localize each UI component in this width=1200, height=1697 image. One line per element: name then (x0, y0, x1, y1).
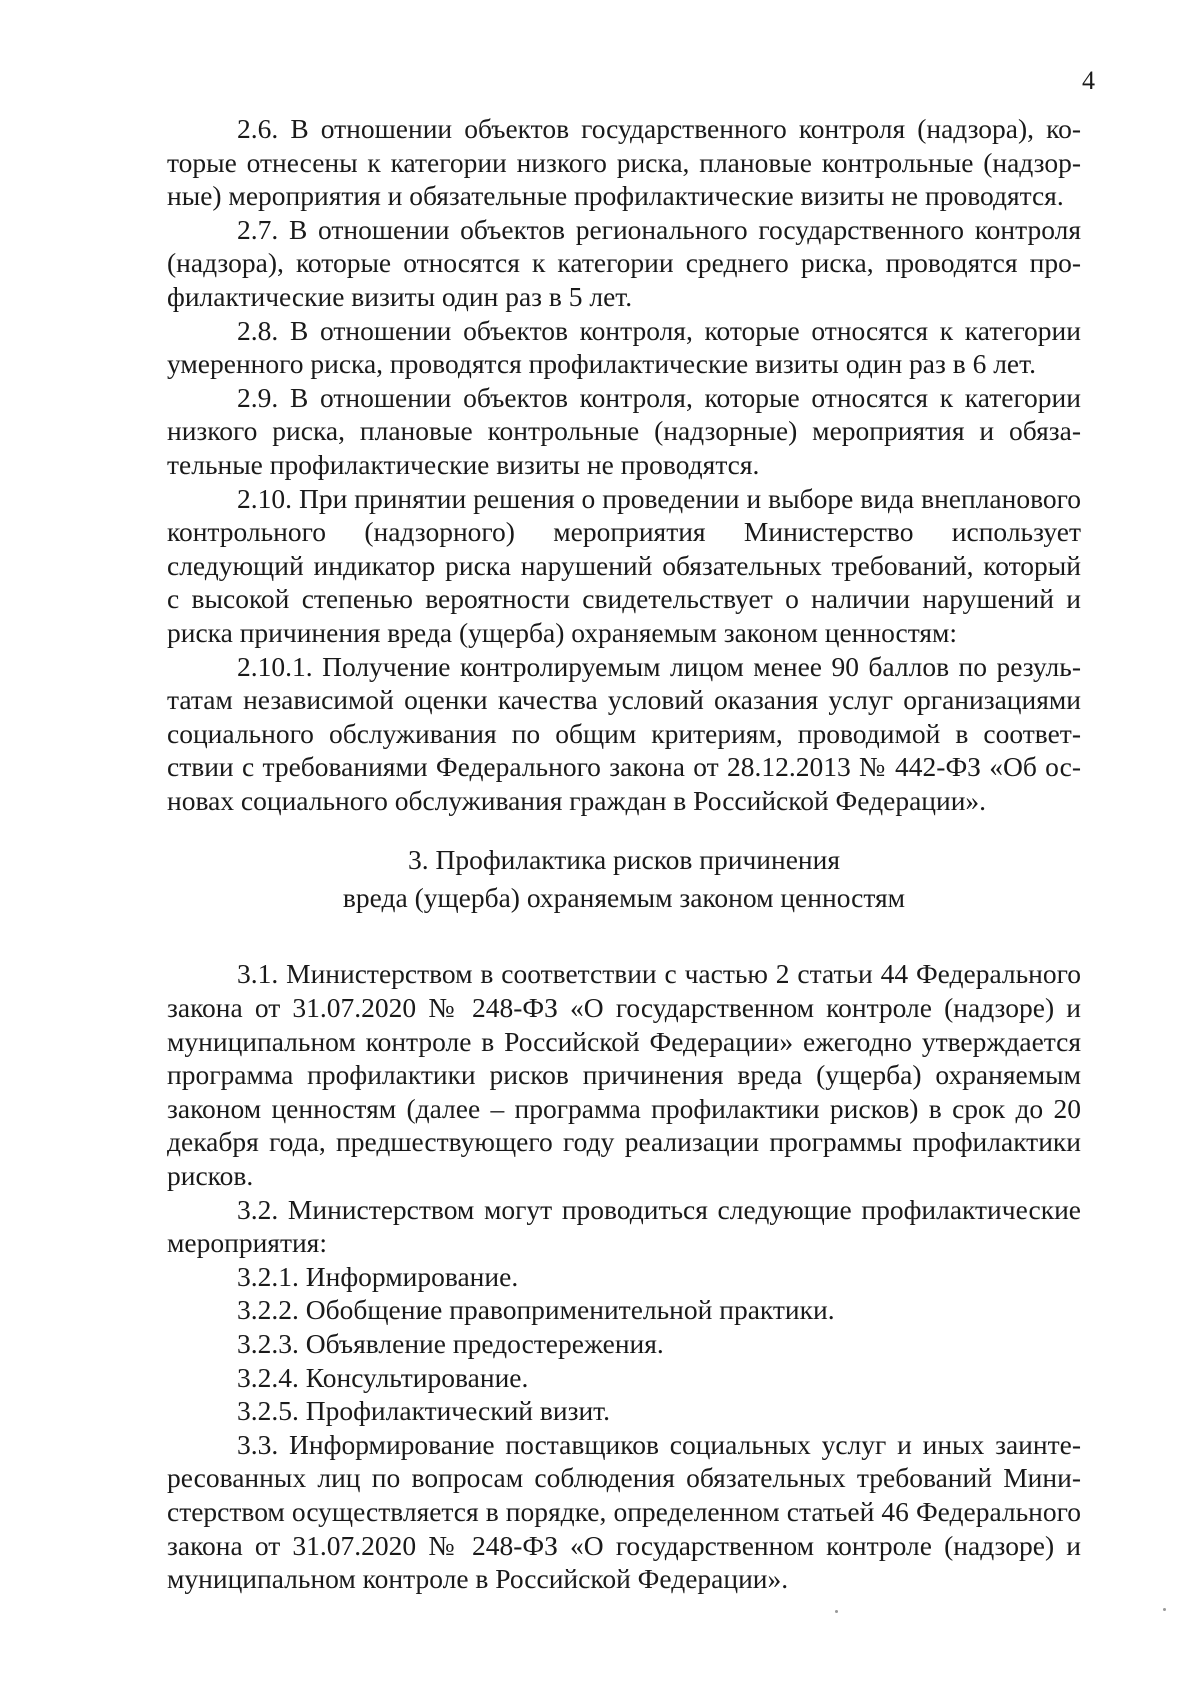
section-3-heading-line-1: 3. Профилактика рисков причинения (407, 844, 841, 876)
scan-speck (1163, 1608, 1166, 1611)
paragraph-2-6: 2.6. В отношении объектов государственного контроля (надзора), которые отнесены к категории низкого риска, плановые контрольные (надзорные) мероприятия и обязательные профилактические визиты не проводятся. (167, 113, 1081, 212)
paragraph-3-2-4: 3.2.4. Консультирование. (237, 1361, 529, 1393)
paragraph-3-2-3: 3.2.3. Объявление предостережения. (237, 1328, 664, 1359)
document-body (167, 112, 1081, 1596)
paragraph-3-1: 3.1. Министерством в соответствии с частью 2 статьи 44 Федерального закона от 31.07.2020 № 248-ФЗ «О государственном контроле (надзоре) и муниципальном контроле в Российской Федерации» ежегодно утверждается программа профилактики рисков причинения вреда (ущерба) охраняемым законом ценностям (далее – программа профилактики рисков) в срок до 20 декабря года, предшествующего году реализации программы профилактики рисков. (167, 958, 1081, 1192)
paragraph-2-8: 2.8. В отношении объектов контроля, которые относятся к категории умеренного риска, проводятся профилактические визиты один раз в 6 лет. (167, 314, 1081, 380)
paragraph-2-7: 2.7. В отношении объектов регионального государственного контроля (надзора), которые относятся к категории среднего риска, проводятся профилактические визиты один раз в 5 лет. (167, 213, 1081, 312)
paragraph-2-9: 2.9. В отношении объектов контроля, которые относятся к категории низкого риска, плановые контрольные (надзорные) мероприятия и обязательные профилактические визиты не проводятся. (167, 381, 1081, 480)
section-3-heading-line-2: вреда (ущерба) охраняемым законом ценностям (342, 882, 906, 914)
scan-speck (835, 1610, 838, 1613)
section-3-heading (167, 841, 1081, 917)
paragraph-3-2-1: 3.2.1. Информирование. (237, 1260, 519, 1292)
paragraph-3-2-2: 3.2.2. Обобщение правоприменительной практики. (237, 1294, 835, 1326)
page-number: 4 (1082, 66, 1095, 95)
paragraph-3-3: 3.3. Информирование поставщиков социальных услуг и иных заинтересованных лиц по вопросам соблюдения обязательных требований Министерством осуществляется в порядке, определенном статьей 46 Федерального закона от 31.07.2020 № 248-ФЗ «О государственном контроле (надзоре) и муниципальном контроле в Российской Федерации». (167, 1428, 1081, 1595)
paragraph-2-10: 2.10. При принятии решения о проведении и выборе вида внепланового контрольного (надзорного) мероприятия Министерство использует следующий индикатор риска нарушений обязательных требований, который с высокой степенью вероятности свидетельствует о наличии нарушений и риска причинения вреда (ущерба) охраняемым законом ценностям: (167, 482, 1081, 648)
paragraph-2-10-1: 2.10.1. Получение контролируемым лицом менее 90 баллов по результатам независимой оценки качества условий оказания услуг организациями социального обслуживания по общим критериям, проводимой в соответствии с требованиями Федерального закона от 28.12.2013 № 442-ФЗ «Об основах социального обслуживания граждан в Российской Федерации». (167, 650, 1081, 816)
paragraph-3-2: 3.2. Министерством могут проводиться следующие профилактические мероприятия: (167, 1193, 1081, 1259)
paragraph-3-2-5: 3.2.5. Профилактический визит. (237, 1395, 611, 1427)
